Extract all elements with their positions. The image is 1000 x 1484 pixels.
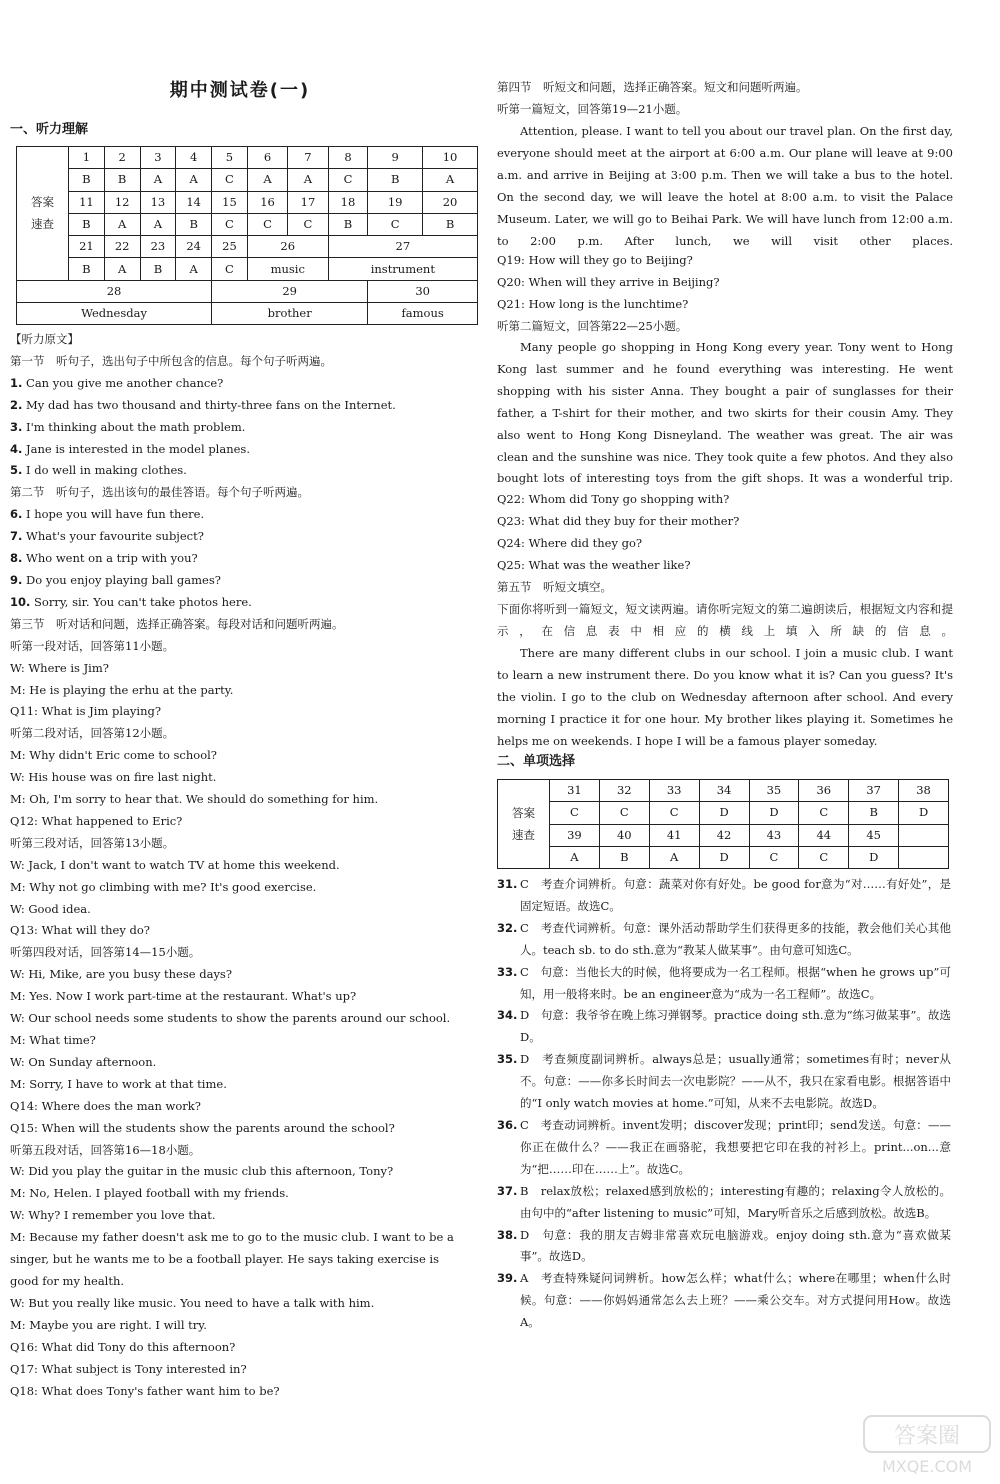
explanation-item	[497, 1225, 951, 1269]
table-cell: A	[140, 169, 176, 191]
table-cell: A	[288, 169, 328, 191]
transcript-line: 2. My dad has two thousand and thirty-three fans on the Internet.	[10, 397, 396, 412]
transcript-line: M: No, Helen. I played football with my friends.	[10, 1186, 289, 1201]
table-cell	[899, 846, 949, 868]
transcript-line: 5. I do well in making clothes.	[10, 463, 187, 478]
table-cell: 11	[69, 191, 105, 213]
item-number: 3.	[10, 419, 23, 434]
table-cell: B	[140, 258, 176, 280]
transcript-line: Q11: What is Jim playing?	[10, 704, 162, 719]
table-cell: 5	[212, 147, 248, 169]
section-1-heading: 一、听力理解	[10, 122, 89, 137]
table-cell: 28	[17, 280, 212, 302]
table-cell: 21	[69, 236, 105, 258]
transcript-line: Q13: What will they do?	[10, 923, 150, 938]
table-row	[17, 280, 478, 302]
explanation-text: D 考查频度副词辨析。always总是；usually通常；sometimes有时；never从不。句意：——你多长时间去一次电影院？——从不，我只在家看电影。根据答语中的“I only watch movies at home.”可知，从来不去电影院。故选D。	[520, 1052, 951, 1111]
table-cell: 20	[423, 191, 478, 213]
question-line: Q22: Whom did Tony go shopping with?	[497, 492, 730, 506]
table-cell: 2	[104, 147, 140, 169]
transcript-line: 7. What's your favourite subject?	[10, 529, 204, 544]
transcript-line: W: Good idea.	[10, 901, 91, 916]
table-cell: C	[649, 802, 699, 824]
transcript-line: 听第四段对话，回答第14—15小题。	[10, 945, 201, 960]
item-number: 33.	[497, 964, 518, 979]
table-cell: B	[69, 213, 105, 235]
table-cell: 24	[176, 236, 212, 258]
table-cell: 22	[104, 236, 140, 258]
transcript-line: W: His house was on fire last night.	[10, 770, 217, 785]
table-row	[17, 147, 478, 169]
transcript-line: 听第五段对话，回答第16—18小题。	[10, 1142, 201, 1157]
explanation-item	[497, 1268, 951, 1334]
question-line: Q21: How long is the lunchtime?	[497, 296, 689, 311]
page-title: 期中测试卷(一)	[169, 80, 311, 101]
transcript-line: 第三节 听对话和问题，选择正确答案。每段对话和问题听两遍。	[10, 616, 344, 631]
table-cell: 41	[649, 824, 699, 846]
transcript-line: Q14: Where does the man work?	[10, 1098, 201, 1113]
passage-3: There are many different clubs in our school. I join a music club. I want to learn a new instrument there. Do you know what it is? Can you guess? It's the violin. I go to the club on Wednesday afternoon after school. And every morning I practice it for one hour. My brother likes playing it. Sometimes he helps me on weekends. I hope I will be a famous player someday.	[497, 646, 953, 748]
table-cell: 27	[328, 236, 477, 258]
explanation-item	[497, 918, 951, 962]
table-cell: C	[368, 213, 423, 235]
table-cell: B	[69, 258, 105, 280]
explanation-text: C 考查动词辨析。invent发明；discover发现；print印；send发送。句意：——你正在做什么？——我正在画骆驼，我想要把它印在我的衬衫上。print...on...意为“把……印在……上”。故选C。	[520, 1117, 951, 1176]
transcript-line: good for my health.	[10, 1273, 125, 1288]
question-line: Q24: Where did they go?	[497, 535, 643, 550]
explanation-text: C 句意：当他长大的时候，他将要成为一名工程师。根据“when he grows up”可知，用一般将来时。be an engineer意为“成为一名工程师”。故选C。	[520, 964, 951, 1001]
table-cell: 9	[368, 147, 423, 169]
answer-label: 答案 速查	[17, 147, 69, 281]
table-cell: 17	[288, 191, 328, 213]
item-number: 7.	[10, 529, 23, 544]
transcript-line: 1. Can you give me another chance?	[10, 375, 224, 390]
answer-table-2	[497, 779, 949, 869]
table-cell: 23	[140, 236, 176, 258]
table-cell: C	[288, 213, 328, 235]
table-cell: 19	[368, 191, 423, 213]
item-number: 2.	[10, 397, 23, 412]
table-row	[498, 824, 949, 846]
table-cell: A	[176, 258, 212, 280]
table-cell: B	[69, 169, 105, 191]
table-cell: 8	[328, 147, 368, 169]
table-cell: D	[899, 802, 949, 824]
question-line: Q19: How will they go to Beijing?	[497, 253, 693, 267]
table-cell: A	[423, 169, 478, 191]
table-cell: C	[247, 213, 287, 235]
table-cell: D	[849, 846, 899, 868]
transcript-line: M: What time?	[10, 1033, 96, 1047]
item-number: 4.	[10, 441, 23, 456]
transcript-line: W: Hi, Mike, are you busy these days?	[10, 967, 233, 982]
transcript-line: W: On Sunday afternoon.	[10, 1054, 157, 1069]
transcript-line: 听第一段对话，回答第11小题。	[10, 638, 175, 653]
table-cell: A	[649, 846, 699, 868]
passage-2: Many people go shopping in Hong Kong every year. Tony went to Hong Kong last summer and he found everything was interesting. He went shopping with his sister Anna. They bought a pair of sunglasses for their father, a T-shirt for their mother, and two skirts for their cousin Amy. They also went to Hong Kong Disneyland. The weather was great. The air was clean and the sunshine was nice. They took quite a few photos. And they also bought lots of interesting toys from the gift shops. It was a wonderful trip.	[497, 340, 953, 486]
explanation-text: C 考查代词辨析。句意：课外活动帮助学生们获得更多的技能，教会他们关心其他人。teach sb. to do sth.意为“教某人做某事”。由句意可知选C。	[520, 920, 951, 957]
transcript-line: W: But you really like music. You need to have a talk with him.	[10, 1295, 375, 1310]
transcript-line: 【听力原文】	[10, 332, 79, 346]
table-cell: A	[104, 258, 140, 280]
table-cell: B	[104, 169, 140, 191]
table-cell: D	[699, 802, 749, 824]
table-cell: B	[849, 802, 899, 824]
table-cell: B	[328, 213, 368, 235]
table-cell: 14	[176, 191, 212, 213]
table-cell: C	[749, 846, 799, 868]
question-line: 第五节 听短文填空。	[497, 579, 612, 594]
transcript-line: 8. Who went on a trip with you?	[10, 551, 198, 566]
explanation-text: A 考查特殊疑问词辨析。how怎么样；what什么；where在哪里；when什么时候。句意：——你妈妈通常怎么去上班？——乘公交车。对方式提问用How。故选A。	[520, 1271, 951, 1330]
table-cell: B	[176, 213, 212, 235]
transcript-line: 第二节 听句子，选出该句的最佳答语。每个句子听两遍。	[10, 485, 309, 500]
svg-text:MXQE.COM: MXQE.COM	[881, 1457, 973, 1476]
transcript-line: M: Sorry, I have to work at that time.	[10, 1076, 227, 1091]
table-cell: B	[368, 169, 423, 191]
table-cell: 1	[69, 147, 105, 169]
table-cell: 7	[288, 147, 328, 169]
table-cell: 3	[140, 147, 176, 169]
item-number: 34.	[497, 1008, 518, 1023]
table-cell: C	[799, 802, 849, 824]
transcript-line: M: Oh, I'm sorry to hear that. We should do something for him.	[10, 792, 379, 807]
table-cell: C	[212, 169, 248, 191]
transcript-line: M: Why didn't Eric come to school?	[10, 748, 217, 763]
table-cell: music	[247, 258, 328, 280]
table-cell: C	[212, 213, 248, 235]
section-5-instructions: 下面你将听到一篇短文，短文读两遍。请你听完短文的第二遍朗读后，根据短文内容和提示，在信息表中相应的横线上填入所缺的信息。	[497, 602, 953, 638]
table-row	[498, 802, 949, 824]
transcript-line: 9. Do you enjoy playing ball games?	[10, 572, 221, 587]
table-cell: 30	[368, 280, 478, 302]
table-cell: C	[599, 802, 649, 824]
table-cell: 32	[599, 780, 649, 802]
table-cell: brother	[212, 303, 368, 325]
transcript-line: 听第三段对话，回答第13小题。	[10, 835, 175, 850]
transcript-line: Q17: What subject is Tony interested in?	[10, 1361, 247, 1376]
explanation-item	[497, 1049, 951, 1115]
transcript-line: 6. I hope you will have fun there.	[10, 507, 205, 522]
table-cell: 15	[212, 191, 248, 213]
transcript-line: M: Yes. Now I work part-time at the restaurant. What's up?	[10, 989, 357, 1004]
table-cell: C	[799, 846, 849, 868]
section-4-instructions	[497, 77, 953, 121]
transcript-line: W: Our school needs some students to show the parents around our school.	[10, 1011, 451, 1026]
transcript-line: Q18: What does Tony's father want him to be?	[10, 1383, 280, 1398]
item-number: 37.	[497, 1183, 518, 1198]
transcript-line: Q16: What did Tony do this afternoon?	[10, 1339, 236, 1354]
table-cell: 44	[799, 824, 849, 846]
transcript-line: W: Did you play the guitar in the music club this afternoon, Tony?	[10, 1164, 394, 1179]
table-row	[498, 846, 949, 868]
table-cell: D	[699, 846, 749, 868]
passage-1: Attention, please. I want to tell you about our travel plan. On the first day, everyone should meet at the airport at 6:00 a.m. Our plane will leave at 9:00 a.m. and arrive in Beijing at 3:00 p.m. Then we will take a bus to the hotel. On the second day, we will leave the hotel at 8:00 a.m. to visit the Palace Museum. Later, we will go to Beihai Park. We will have lunch from 12:00 a.m. to 2:00 p.m. After lunch, we will visit other places.	[497, 124, 953, 248]
table-cell: D	[749, 802, 799, 824]
item-number: 39.	[497, 1271, 518, 1286]
table-cell: 37	[849, 780, 899, 802]
table-cell: 18	[328, 191, 368, 213]
item-number: 5.	[10, 463, 23, 478]
question-line: Q25: What was the weather like?	[497, 557, 691, 572]
table-cell: instrument	[328, 258, 477, 280]
table-cell: 12	[104, 191, 140, 213]
transcript-line: M: Why not go climbing with me? It's good exercise.	[10, 879, 317, 894]
table-row	[17, 236, 478, 258]
item-number: 10.	[10, 594, 31, 609]
explanation-item	[497, 1115, 951, 1181]
answer-label: 答案 速查	[498, 780, 550, 869]
transcript-line: M: He is playing the erhu at the party.	[10, 682, 234, 697]
item-number: 8.	[10, 551, 23, 566]
explanation-text: D 句意：我的朋友吉姆非常喜欢玩电脑游戏。enjoy doing sth.意为“喜欢做某事”。故选D。	[520, 1227, 951, 1264]
explanation-text: C 考查介词辨析。句意：蔬菜对你有好处。be good for意为“对……有好处”，是固定短语。故选C。	[520, 877, 951, 913]
explanation-text: D 句意：我爷爷在晚上练习弹钢琴。practice doing sth.意为“练习做某事”。故选D。	[520, 1008, 951, 1045]
table-row	[17, 303, 478, 325]
question-line: Q23: What did they buy for their mother?	[497, 513, 740, 528]
questions-19-21	[497, 250, 953, 338]
answer-explanations	[497, 874, 951, 1334]
table-cell: C	[212, 258, 248, 280]
table-cell: 29	[212, 280, 368, 302]
table-cell: B	[599, 846, 649, 868]
transcript-line: W: Why? I remember you love that.	[10, 1208, 216, 1223]
watermark-logo	[862, 1412, 992, 1478]
transcript-line: 第一节 听句子，选出句子中所包含的信息。每个句子听两遍。	[10, 353, 332, 368]
table-cell: 35	[749, 780, 799, 802]
transcript-line: W: Jack, I don't want to watch TV at home this weekend.	[10, 857, 340, 872]
questions-22-25	[497, 489, 953, 599]
explanation-item	[497, 962, 951, 1006]
table-cell	[899, 824, 949, 846]
table-row	[498, 780, 949, 802]
table-cell: C	[550, 802, 600, 824]
table-cell: 31	[550, 780, 600, 802]
item-number: 9.	[10, 572, 23, 587]
table-cell: A	[176, 169, 212, 191]
table-cell: 34	[699, 780, 749, 802]
table-cell: 10	[423, 147, 478, 169]
table-cell: famous	[368, 303, 478, 325]
table-cell: 33	[649, 780, 699, 802]
item-number: 38.	[497, 1227, 518, 1242]
transcript-line: Q12: What happened to Eric?	[10, 813, 183, 828]
transcript-line: 4. Jane is interested in the model planes.	[10, 441, 250, 456]
table-cell: 26	[247, 236, 328, 258]
table-cell: 36	[799, 780, 849, 802]
table-cell: B	[423, 213, 478, 235]
transcript-line: W: Where is Jim?	[10, 660, 109, 675]
transcript-line: singer, but he wants me to be a football player. He says taking exercise is	[10, 1252, 439, 1267]
explanation-item	[497, 1005, 951, 1049]
table-cell: 40	[599, 824, 649, 846]
answer-table-1	[16, 146, 478, 325]
table-row	[17, 213, 478, 235]
transcript-line: 听第二段对话，回答第12小题。	[10, 726, 175, 741]
explanation-text: B relax放松；relaxed感到放松的；interesting有趣的；relaxing令人放松的。由句中的“after listening to music”可知，Mary听音乐之后感到放松。故选B。	[520, 1183, 951, 1220]
transcript-line: 3. I'm thinking about the math problem.	[10, 419, 246, 434]
explanation-item	[497, 1181, 951, 1225]
table-row	[17, 169, 478, 191]
table-cell: 43	[749, 824, 799, 846]
transcript-line: M: Maybe you are right. I will try.	[10, 1317, 207, 1332]
item-number: 36.	[497, 1117, 518, 1132]
table-row	[17, 258, 478, 280]
item-number: 32.	[497, 920, 518, 935]
table-cell: 45	[849, 824, 899, 846]
table-cell: 4	[176, 147, 212, 169]
item-number: 6.	[10, 507, 23, 522]
transcript-line: 10. Sorry, sir. You can't take photos here.	[10, 594, 252, 609]
question-line: Q20: When will they arrive in Beijing?	[497, 274, 720, 289]
table-cell: Wednesday	[17, 303, 212, 325]
instruction-line: 听第一篇短文，回答第19—21小题。	[497, 101, 688, 116]
table-cell: 16	[247, 191, 287, 213]
table-cell: A	[104, 213, 140, 235]
instruction-line: 第四节 听短文和问题，选择正确答案。短文和问题听两遍。	[497, 80, 808, 94]
transcript-line: Q15: When will the students show the parents around the school?	[10, 1120, 395, 1135]
table-cell: 38	[899, 780, 949, 802]
transcript-line: M: Because my father doesn't ask me to go to the music club. I want to be a	[10, 1230, 454, 1245]
table-cell: 39	[550, 824, 600, 846]
table-cell: 6	[247, 147, 287, 169]
question-line: 听第二篇短文，回答第22—25小题。	[497, 318, 688, 333]
table-cell: A	[140, 213, 176, 235]
table-cell: 13	[140, 191, 176, 213]
table-row	[17, 191, 478, 213]
item-number: 1.	[10, 375, 23, 390]
explanation-item	[497, 874, 951, 918]
table-cell: 42	[699, 824, 749, 846]
table-cell: A	[247, 169, 287, 191]
svg-text:答案圈: 答案圈	[893, 1424, 961, 1449]
item-number: 31.	[497, 877, 518, 891]
table-cell: 25	[212, 236, 248, 258]
section-2-heading: 二、单项选择	[497, 754, 576, 769]
listening-transcript	[10, 329, 472, 1402]
item-number: 35.	[497, 1052, 518, 1067]
table-cell: A	[550, 846, 600, 868]
table-cell: C	[328, 169, 368, 191]
